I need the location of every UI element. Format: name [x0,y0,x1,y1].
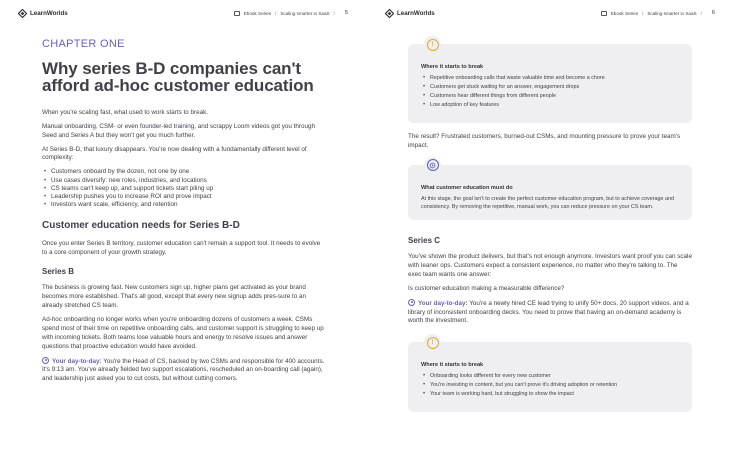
day-to-day-paragraph [408,299,692,327]
learnworlds-logo-icon [385,9,394,18]
day-to-day-label: Your day-to-day: [52,357,102,365]
breadcrumb-ebook: Ebook Series [243,10,272,16]
day-to-day-paragraph [42,357,327,385]
page-5 [0,0,366,474]
book-icon [601,11,607,16]
paragraph: Manual onboarding, CSM- or even founder-led training, and scrappy Loom videos got you through Seed and Series A but they won't get you much further. [42,122,316,139]
warning-badge [424,334,441,351]
list-item: • Customers hear different things from different people [423,92,680,101]
callout-title: Where it starts to break [421,64,484,70]
day-to-day-label: Your day-to-day: [418,299,468,307]
day-to-day-text: You're the Head of CS, backed by two CSMs and responsible for 400 accounts. It's 9:13 am. You've already fielded two support escalations, rescheduled an on-boarding call (again), and leadership just asked you to cut costs, but without cutting corners. [42,357,325,383]
list-item: • Low adoption of key features [423,101,680,110]
list-item: • You're investing in content, but you can't prove it's driving adoption or retention [423,381,680,390]
breadcrumb-ebook: Ebook Series [610,10,639,16]
callout-title: What customer education must do [421,184,513,191]
paragraph: When you're scaling fast, what used to work starts to break. [42,108,209,116]
breadcrumb-separator: / [333,10,335,16]
list-item: • Customers onboard by the dozen, not one by one [44,168,327,176]
paragraph: You've shown the product delivers, but that's not enough anymore. Investors want proof you can scale with leaner ops. Customers expect a consistent experience, no matter who they're talking to. The exec team wants one answer: [408,253,692,278]
brand-logo[interactable] [18,9,68,18]
paragraph: The result? Frustrated customers, burned-out CSMs, and mounting pressure to prove your team's impact. [408,133,681,149]
target-icon [427,159,439,171]
breadcrumb-section: Scaling smarter in SaaS [647,10,697,16]
list-item: • Onboarding looks different for every new customer [423,372,680,381]
callout-title: Where it starts to break [421,362,484,369]
learnworlds-logo-icon [18,9,27,18]
page-number: 5 [344,10,348,16]
callout-list [423,372,680,399]
callout-text: At this stage, the goal isn't to create the perfect customer education program, but to achieve coverage and consistency. By removing the repetitive, manual work, you can reduce pressure on your CS team. [421,195,675,211]
subsection-heading: Series C [408,236,441,245]
target-badge [424,157,441,174]
complexity-list [44,168,327,209]
breadcrumb [601,10,715,16]
book-icon [234,11,240,16]
user-icon [42,357,49,364]
paragraph: Is customer education making a measurable difference? [408,284,565,292]
list-item: • Repetitive onboarding calls that waste valuable time and become a chore [423,74,680,83]
warning-icon: ! [427,337,439,349]
callout-card-break [408,41,692,123]
page-content [408,41,692,421]
breadcrumb [234,10,348,16]
callout-card-must-do [408,165,692,220]
section-heading: Customer education needs for Series B-D [42,220,240,232]
page-6 [367,0,733,474]
warning-icon: ! [427,39,439,51]
page-header [18,6,348,20]
breadcrumb-separator: / [275,10,277,16]
paragraph: Ad-hoc onboarding no longer works when you're onboarding dozens of customers a week. CSMs spend most of their time on repetitive onboarding calls, and customer support is struggling to keep up with incoming tickets. Both teams lose valuable hours and energy to resolve issues and answer questions that proactive education would have avoided. [42,315,324,350]
list-item: • Customers get stuck waiting for an answer, engagement drops [423,83,680,92]
list-item: • Your team is working hard, but struggling to show the impact [423,390,680,399]
page-header [385,6,715,20]
breadcrumb-separator: / [700,10,702,16]
day-to-day-text: You're a newly hired CE lead trying to unify 50+ docs, 20 support videos, and a library of inconsistent onboarding decks. You need to prove that having an on-demand academy is worth the investment. [408,299,689,325]
page-number: 6 [711,10,715,16]
list-item: • Investors want scale, efficiency, and retention [44,201,327,209]
warning-badge [424,36,441,53]
chapter-title: Why series B-D companies can't afford ad-hoc customer education [42,59,314,96]
page-content [42,38,327,389]
list-item: • CS teams can't keep up, and support tickets start piling up [44,185,327,193]
brand-name: LearnWorlds [30,9,68,17]
breadcrumb-section: Scaling smarter in SaaS [280,10,330,16]
list-item: • Leadership pushes you to increase ROI and prove impact [44,193,327,201]
callout-list [423,74,680,110]
subsection-heading: Series B [42,267,75,277]
user-icon [408,299,415,306]
paragraph: The business is growing fast. New customers sign up, higher plans get activated as your brand becomes more established. That's all good, except that every new signup adds pres-sure to an already stretched CS team. [42,284,306,309]
list-item: • Use cases diversify: new roles, industries, and locations [44,177,327,185]
chapter-label: CHAPTER ONE [42,38,125,50]
breadcrumb-separator: / [642,10,644,16]
brand-name: LearnWorlds [397,9,435,17]
callout-card-break [408,339,692,412]
brand-logo[interactable] [385,9,435,18]
paragraph: Once you enter Series B territory, customer education can't remain a support tool. It needs to evolve to a core component of your growth strategy. [42,240,321,257]
paragraph: At Series B-D, that luxury disappears. You're now dealing with a fundamentally different level of complexity: [42,145,307,162]
